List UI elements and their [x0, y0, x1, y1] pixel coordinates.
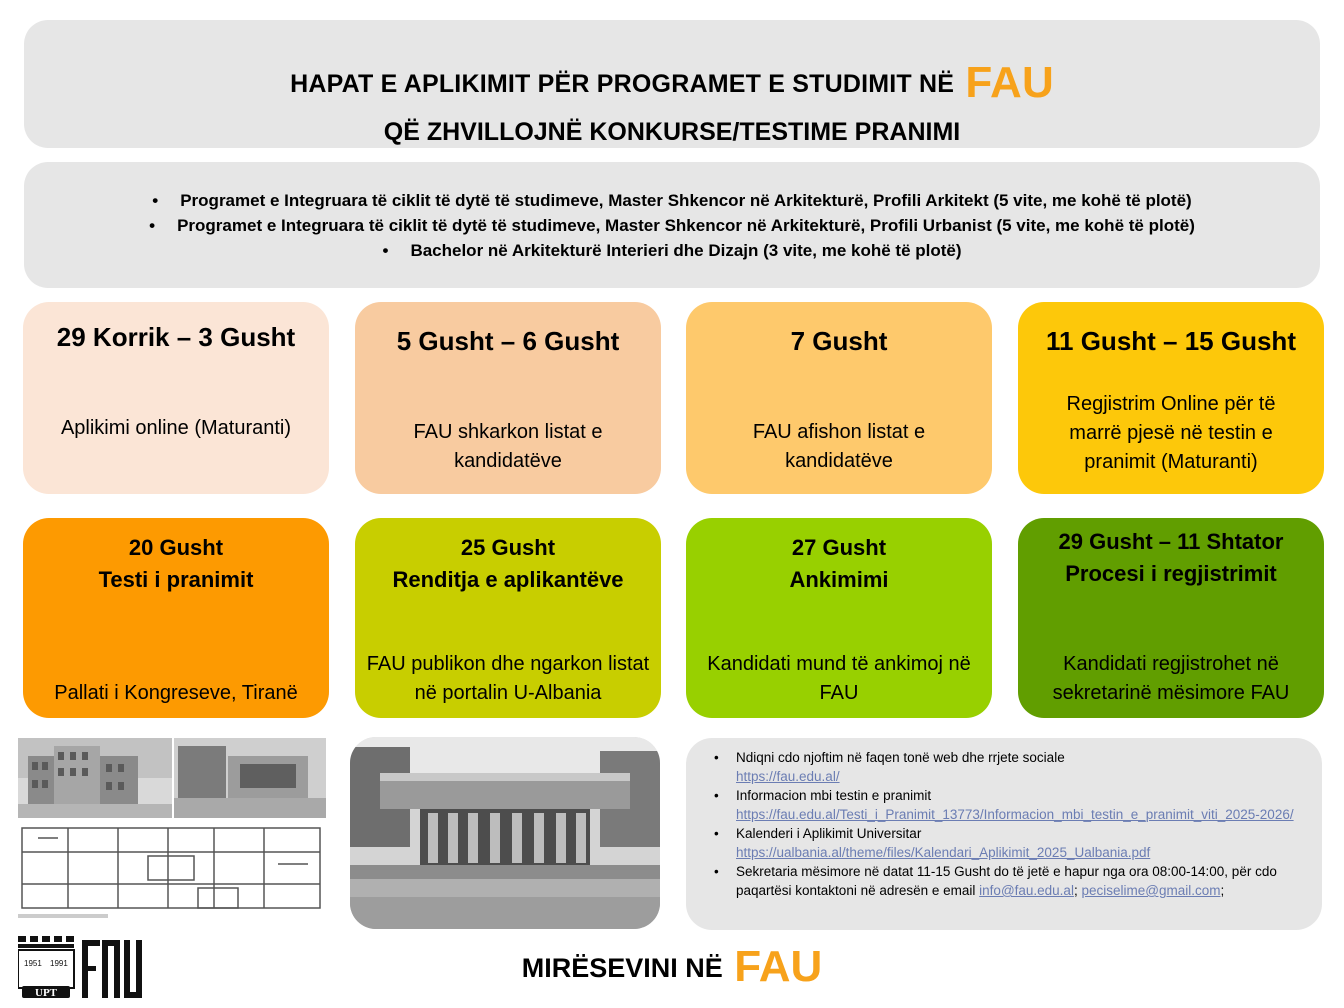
programs-panel [24, 162, 1320, 288]
step-card-publish-lists [686, 302, 992, 494]
step-description: Pallati i Kongreseve, Tiranë [54, 682, 298, 704]
info-text: Ndiqni cdo njoftim në faqen tonë web dhe rrjete sociale [736, 750, 1065, 765]
info-item [714, 748, 1300, 786]
step-date-title [355, 532, 661, 596]
title-line-2: QË ZHVILLOJNË KONKURSE/TESTIME PRANIMI [383, 118, 961, 146]
welcome-brand: FAU [734, 942, 823, 991]
step-date: 25 Gusht [460, 535, 556, 560]
info-text: Informacion mbi testin e pranimit [736, 788, 932, 803]
title-text: HAPAT E APLIKIMIT PËR PROGRAMET E STUDIMIT NË [290, 70, 955, 98]
step-title: Procesi i regjistrimit [1065, 561, 1277, 586]
step-date: 11 Gusht – 15 Gusht [1046, 326, 1296, 356]
upt-text: UPT [35, 987, 57, 999]
info-text: Sekretaria mësimore në datat 11-15 Gusht do të jetë e hapur nga ora 08:00-14:00, për cdo paqartësi kontaktoni në adresën e email [736, 864, 1277, 898]
info-panel [686, 738, 1322, 930]
step-description: Kandidati regjistrohet në sekretarinë mësimore FAU [1052, 653, 1290, 704]
step-title: Testi i pranimit [98, 567, 254, 592]
info-item [714, 824, 1300, 862]
step-card-online-application [23, 302, 329, 494]
program-item: • Programet e Integruara të ciklit të dytë të studimeve, Master Shkencor në Arkitekturë, Profili Arkitekt (5 vite, me kohë të plotë) [24, 188, 1320, 213]
building-floorplan-image [18, 738, 326, 922]
brand-fau: FAU [965, 58, 1054, 107]
test-info-link[interactable]: https://fau.edu.al/Testi_i_Pranimit_13773/Informacion_mbi_testin_e_pranimit_viti_2025-2026/ [736, 807, 1294, 822]
info-list [714, 748, 1300, 900]
step-date: 29 Gusht – 11 Shtator [1058, 529, 1284, 554]
step-date: 20 Gusht [128, 535, 224, 560]
program-item: • Bachelor në Arkitekturë Interieri dhe Dizajn (3 vite, me kohë të plotë) [24, 238, 1320, 263]
info-text: Kalenderi i Aplikimit Universitar [736, 826, 922, 841]
step-description: Regjistrim Online për të marrë pjesë në testin e pranimit (Maturanti) [1066, 393, 1276, 473]
step-date-title [686, 532, 992, 596]
step-title: Renditja e aplikantëve [392, 567, 624, 592]
programs-list [24, 188, 1320, 263]
step-description: FAU shkarkon listat e kandidatëve [413, 421, 603, 472]
upt-year-right: 1991 [50, 959, 68, 968]
step-date: 27 Gusht [791, 535, 887, 560]
step-date: 7 Gusht [790, 326, 888, 356]
step-card-admission-test [23, 518, 329, 718]
step-card-ranking [355, 518, 661, 718]
step-description: FAU afishon listat e kandidatëve [752, 421, 926, 472]
step-date: 29 Korrik – 3 Gusht [56, 322, 296, 352]
step-title: Ankimimi [789, 567, 889, 592]
calendar-link[interactable]: https://ualbania.al/theme/files/Kalendari_Aplikimit_2025_Ualbania.pdf [736, 845, 1151, 860]
upt-year-left: 1951 [24, 959, 42, 968]
welcome-text: MIRËSEVINI NË [521, 953, 723, 983]
step-description: FAU publikon dhe ngarkon listat në portalin U-Albania [366, 653, 650, 704]
header-banner [24, 20, 1320, 148]
step-card-online-registration [1018, 302, 1324, 494]
step-date: 5 Gusht – 6 Gusht [396, 326, 620, 356]
step-card-download-lists [355, 302, 661, 494]
step-date-title [1018, 526, 1324, 590]
program-item: • Programet e Integruara të ciklit të dytë të studimeve, Master Shkencor në Arkitekturë, Profili Urbanist (5 vite, me kohë të plotë) [24, 213, 1320, 238]
info-item [714, 786, 1300, 824]
website-link[interactable]: https://fau.edu.al/ [736, 769, 840, 784]
info-item: • Sekretaria mësimore në datat 11-15 Gusht do të jetë e hapur nga ora 08:00-14:00, për cdo paqartësi kontaktoni në adresën e email info@fau.edu.al; peciselime@gmail.com; [714, 862, 1300, 900]
step-card-appeal [686, 518, 992, 718]
faculty-building-photo [350, 737, 660, 929]
welcome-message [0, 942, 1344, 992]
step-description: Kandidati mund të ankimoj në FAU [707, 653, 971, 704]
title-line-1 [24, 58, 1320, 108]
email-link-secretary[interactable]: peciselime@gmail.com [1081, 883, 1221, 898]
email-link-info[interactable]: info@fau.edu.al [979, 883, 1074, 898]
step-description: Aplikimi online (Maturanti) [60, 417, 292, 439]
step-card-registration-process [1018, 518, 1324, 718]
step-date-title [23, 532, 329, 596]
